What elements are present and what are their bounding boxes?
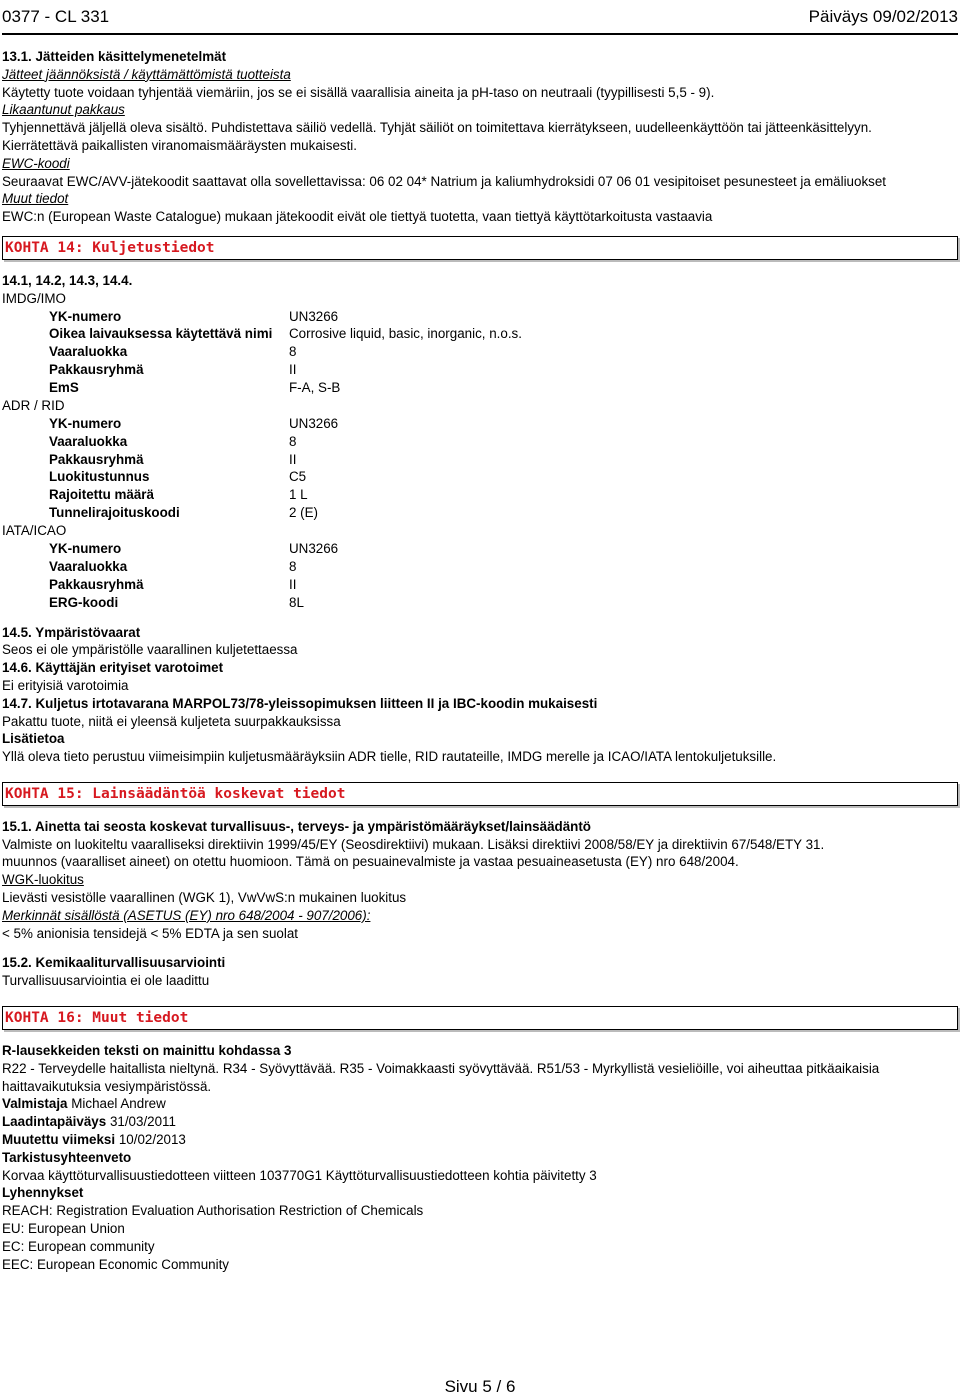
section-15-banner: KOHTA 15: Lainsäädäntöä koskevat tiedot [2,782,958,806]
ewc-code-label: EWC-koodi [2,155,70,171]
waste-residues-label: Jätteet jäännöksistä / käyttämättömistä tuotteista [2,66,291,82]
table-row: Pakkausryhmä II [49,362,297,378]
csa-title: 15.2. Kemikaaliturvallisuusarviointi [2,955,226,971]
page-header [2,0,958,28]
section-13 [2,48,958,226]
other-info-label: Muut tiedot [2,191,69,207]
imdg-table [2,308,958,397]
r-phrases-text: R22 - Terveydelle haitallista nieltynä. R34 - Syövyttävää. R35 - Voimakkaasti syövyttävää. R51/53 - Myrkyllistä vesieliöille, voi aiheuttaa pitkäaikaisia haittavaikutuksia vesiympäristössä. [2,1060,880,1094]
bulk-transport-title: 14.7. Kuljetus irtotavarana MARPOL73/78-yleissopimuksen liitteen II ja IBC-koodin mukaisesti [2,695,598,711]
revision-summary-title: Tarkistusyhteenveto [2,1149,132,1165]
section-15-1-text-2: muunnos (vaaralliset aineet) on otettu huomioon. Tämä on pesuainevalmiste ja vastaa pesuaineasetusta (EY) nro 648/2004. [2,854,739,870]
env-hazards-title: 14.5. Ympäristövaarat [2,624,141,640]
abbreviations-title: Lyhennykset [2,1185,84,1201]
table-row: EmS F-A, S-B [49,380,341,396]
table-row: Vaaraluokka 8 [49,344,297,360]
user-precautions-title: 14.6. Käyttäjän erityiset varotoimet [2,660,224,676]
r-phrases-title: R-lausekkeiden teksti on mainittu kohdassa 3 [2,1043,292,1059]
section-15-1-text-1: Valmiste on luokiteltu vaaralliseksi direktiivin 1999/45/EY (Seosdirektiivi) mukaan. Lisäksi direktiivi 2008/58/EY ja direktiivin 67/548/ETY 31. [2,836,825,852]
section-16-banner: KOHTA 16: Muut tiedot [2,1006,958,1030]
additional-info-title: Lisätietoa [2,731,65,747]
contaminated-packaging-label: Likaantunut pakkaus [2,102,125,118]
table-row: Vaaraluokka 8 [49,433,297,449]
contaminated-packaging-text-1: Tyhjennettävä jäljellä oleva sisältö. Puhdistettava säiliö vedellä. Tyhjät säiliöt on toimitettava kierrätykseen, uudelleenkäyttöön tai jätteenkäsittelyyn. [2,120,872,136]
adr-table [2,415,958,522]
table-row: Pakkausryhmä II [49,451,297,467]
user-precautions-text: Ei erityisiä varotoimia [2,677,129,693]
issue-date: Laadintapäiväys 31/03/2011 [2,1114,176,1130]
iata-label: IATA/ICAO [2,523,67,539]
content-labelling-label: Merkinnät sisällöstä (ASETUS (EY) nro 648/2004 - 907/2006): [2,907,371,923]
section-16 [2,1042,958,1273]
abbreviation-item: REACH: Registration Evaluation Authorisation Restriction of Chemicals [2,1203,424,1219]
imdg-label: IMDG/IMO [2,290,66,306]
table-row: Pakkausryhmä II [49,576,297,592]
table-row: Oikea laivauksessa käytettävä nimi Corrosive liquid, basic, inorganic, n.o.s. [49,326,522,342]
page-number: Sivu 5 / 6 [444,1377,516,1396]
table-row: YK-numero UN3266 [49,540,339,556]
wgk-text: Lievästi vesistölle vaarallinen (WGK 1), VwVwS:n mukainen luokitus [2,890,407,906]
document-code: 0377 - CL 331 [2,7,110,26]
table-row: Luokitustunnus C5 [49,469,307,485]
abbreviation-item: EC: European community [2,1238,155,1254]
revision-summary-text: Korvaa käyttöturvallisuustiedotteen viitteen 103770G1 Käyttöturvallisuustiedotteen kohtia päivitetty 3 [2,1167,597,1183]
adr-label: ADR / RID [2,398,65,414]
waste-residues-text: Käytetty tuote voidaan tyhjentää viemäriin, jos se ei sisällä vaarallisia aineita ja pH-taso on neutraali (tyypillisesti 5,5 - 9). [2,84,715,100]
table-row: YK-numero UN3266 [49,415,339,431]
table-row: YK-numero UN3266 [49,308,339,324]
revision-date: Muutettu viimeksi 10/02/2013 [2,1132,186,1148]
ewc-code-text: Seuraavat EWC/AVV-jätekoodit saattavat olla sovellettavissa: 06 02 04* Natrium ja kaliumhydroksidi 07 06 01 vesipitoiset pesunesteet ja emäliuokset [2,173,887,189]
prepared-by: Valmistaja Michael Andrew [2,1096,166,1112]
contaminated-packaging-text-2: Kierrätettävä paikallisten viranomaismääräysten mukaisesti. [2,137,358,153]
section-13-1-title: 13.1. Jätteiden käsittelymenetelmät [2,49,227,64]
bulk-transport-text: Pakattu tuote, niitä ei yleensä kuljeteta suurpakkauksissa [2,713,341,729]
section-14-banner: KOHTA 14: Kuljetustiedot [2,236,958,260]
wgk-label: WGK-luokitus [2,872,84,888]
section-15-1-title: 15.1. Ainetta tai seosta koskevat turvallisuus-, terveys- ja ympäristömääräykset/lainsäädäntö [2,818,591,834]
additional-info-text: Yllä oleva tieto perustuu viimeisimpiin kuljetusmääräyksiin ADR tielle, RID rautateille, IMDG merelle ja ICAO/IATA lentokuljetuksille. [2,749,777,765]
table-row: ERG-koodi 8L [49,594,304,610]
section-14-subtitle: 14.1, 14.2, 14.3, 14.4. [2,272,133,288]
document-page [2,0,958,1273]
other-info-text: EWC:n (European Waste Catalogue) mukaan jätekoodit eivät ole tiettyä tuotetta, vaan tiettyä käyttötarkoitusta vastaavia [2,209,713,225]
table-row: Vaaraluokka 8 [49,558,297,574]
header-rule [2,33,958,35]
csa-text: Turvallisuusarviointia ei ole laadittu [2,973,210,989]
iata-table [2,540,958,612]
env-hazards-text: Seos ei ole ympäristölle vaarallinen kuljetettaessa [2,642,298,658]
document-date: Päiväys 09/02/2013 [808,7,958,26]
section-14 [2,272,958,766]
section-15 [2,818,958,990]
content-labelling-text: < 5% anionisia tensidejä < 5% EDTA ja sen suolat [2,925,299,941]
abbreviation-item: EU: European Union [2,1221,125,1237]
abbreviation-item: EEC: European Economic Community [2,1256,229,1272]
table-row: Rajoitettu määrä 1 L [49,487,308,503]
table-row: Tunnelirajoituskoodi 2 (E) [49,505,319,521]
